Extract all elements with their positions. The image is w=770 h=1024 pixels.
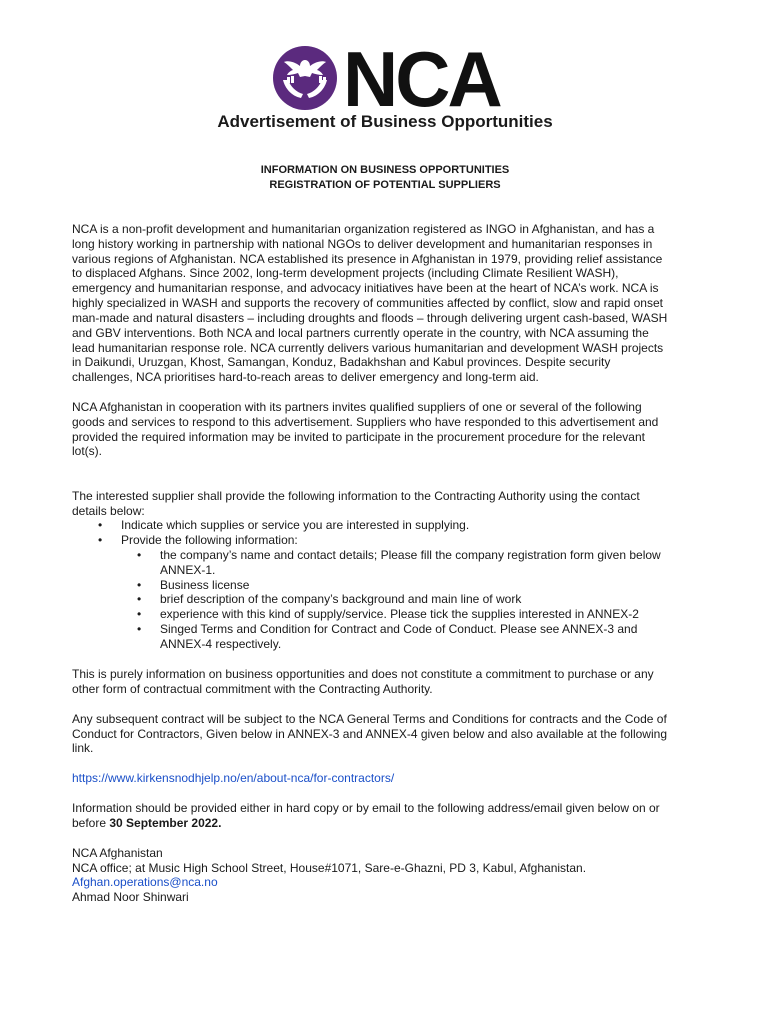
- deadline-line: [72, 816, 700, 831]
- list-item: Business license: [160, 578, 250, 592]
- text-line: goods and services to respond to this advertisement. Suppliers who have responded to this advertisement and: [72, 415, 659, 429]
- text-line: lot(s).: [72, 444, 102, 458]
- text-line: details below:: [72, 504, 145, 518]
- deadline-date: 30 September 2022.: [109, 816, 222, 830]
- text-line: Information should be provided either in hard copy or by email to the following address/email given below on or: [72, 801, 660, 815]
- bullet-marker: •: [98, 533, 103, 547]
- bullet-marker: •: [137, 592, 142, 606]
- text-line: challenges, NCA prioritises hard-to-reach areas to deliver emergency and long-term aid.: [72, 370, 539, 384]
- logo-wordmark: NCA: [343, 35, 500, 123]
- text-line: Conduct for Contractors, Given below in ANNEX-3 and ANNEX-4 given below and also available at the following: [72, 727, 667, 741]
- bullet-marker: •: [137, 578, 142, 592]
- subtitle-info: INFORMATION ON BUSINESS OPPORTUNITIES: [260, 164, 510, 176]
- list-item: Provide the following information:: [121, 533, 298, 547]
- contact-address: NCA office; at Music High School Street, House#1071, Sare-e-Ghazni, PD 3, Kabul, Afghanistan.: [72, 861, 587, 875]
- deadline-prefix: before: [72, 816, 110, 830]
- text-line: various regions of Afghanistan. NCA established its presence in Afghanistan in 1979, providing relief assistance: [72, 252, 663, 266]
- list-item: experience with this kind of supply/service. Please tick the supplies interested in ANNEX-2: [160, 607, 639, 621]
- text-line: highly specialized in WASH and supports the recovery of communities affected by conflict, slow and rapid onset: [72, 296, 663, 310]
- list-item: the company’s name and contact details; Please fill the company registration form given below: [160, 548, 661, 562]
- text-line: NCA is a non-profit development and humanitarian organization registered as INGO in Afghanistan, and has a: [72, 222, 655, 236]
- contractors-link-line: [72, 771, 700, 786]
- text-line: provided the required information may be invited to participate in the procurement procedure for the relevant: [72, 430, 645, 444]
- dove-hands-icon: [273, 46, 337, 110]
- contractors-link[interactable]: https://www.kirkensnodhjelp.no/en/about-nca/for-contractors/: [72, 771, 395, 785]
- text-line: in Daikundi, Uruzgan, Khost, Samangan, Konduz, Badakhshan and Kabul provinces. Despite security: [72, 355, 611, 369]
- text-line: lead humanitarian response role. NCA currently delivers various humanitarian and development WASH projects: [72, 341, 664, 355]
- contact-org: NCA Afghanistan: [72, 846, 163, 860]
- text-line: link.: [72, 741, 94, 755]
- text-line: This is purely information on business opportunities and does not constitute a commitment to purchase or any: [72, 667, 654, 681]
- text-line: and GBV interventions. Both NCA and local partners currently operate in the country, with NCA assuming the: [72, 326, 649, 340]
- list-item-continuation: ANNEX-1.: [160, 563, 216, 577]
- list-item: Indicate which supplies or service you are interested in supplying.: [121, 518, 470, 532]
- list-item: Singed Terms and Condition for Contract and Code of Conduct. Please see ANNEX-3 and: [160, 622, 638, 636]
- text-line: other form of contractual commitment with the Contracting Authority.: [72, 682, 433, 696]
- subtitle-registration: REGISTRATION OF POTENTIAL SUPPLIERS: [269, 179, 501, 191]
- nca-logo: [273, 35, 500, 123]
- bullet-marker: •: [98, 518, 103, 532]
- text-line: NCA Afghanistan in cooperation with its partners invites qualified suppliers of one or several of the following: [72, 400, 642, 414]
- bullet-marker: •: [137, 607, 142, 621]
- list-item-continuation: ANNEX-4 respectively.: [160, 637, 282, 651]
- text-line: The interested supplier shall provide the following information to the Contracting Authority using the contact: [72, 489, 640, 503]
- text-line: Any subsequent contract will be subject to the NCA General Terms and Conditions for contracts and the Code of: [72, 712, 667, 726]
- text-line: long history working in partnership with national NGOs to deliver development and humanitarian responses in: [72, 237, 653, 251]
- text-line: emergency and humanitarian response, and advocacy initiatives have been at the heart of NCA’s work. NCA is: [72, 281, 659, 295]
- bullet-marker: •: [137, 622, 142, 636]
- text-line: to displaced Afghans. Since 2002, long-term development projects (including Climate Resilient WASH),: [72, 266, 619, 280]
- contact-person: Ahmad Noor Shinwari: [72, 890, 189, 904]
- page-title: Advertisement of Business Opportunities: [217, 112, 553, 131]
- list-item: brief description of the company’s background and main line of work: [160, 592, 522, 606]
- bullet-marker: •: [137, 548, 142, 562]
- text-line: man-made and natural disasters – including droughts and floods – through delivering urgent cash-based, WASH: [72, 311, 668, 325]
- contact-email-line: [72, 875, 700, 890]
- contact-email-link[interactable]: Afghan.operations@nca.no: [72, 875, 218, 889]
